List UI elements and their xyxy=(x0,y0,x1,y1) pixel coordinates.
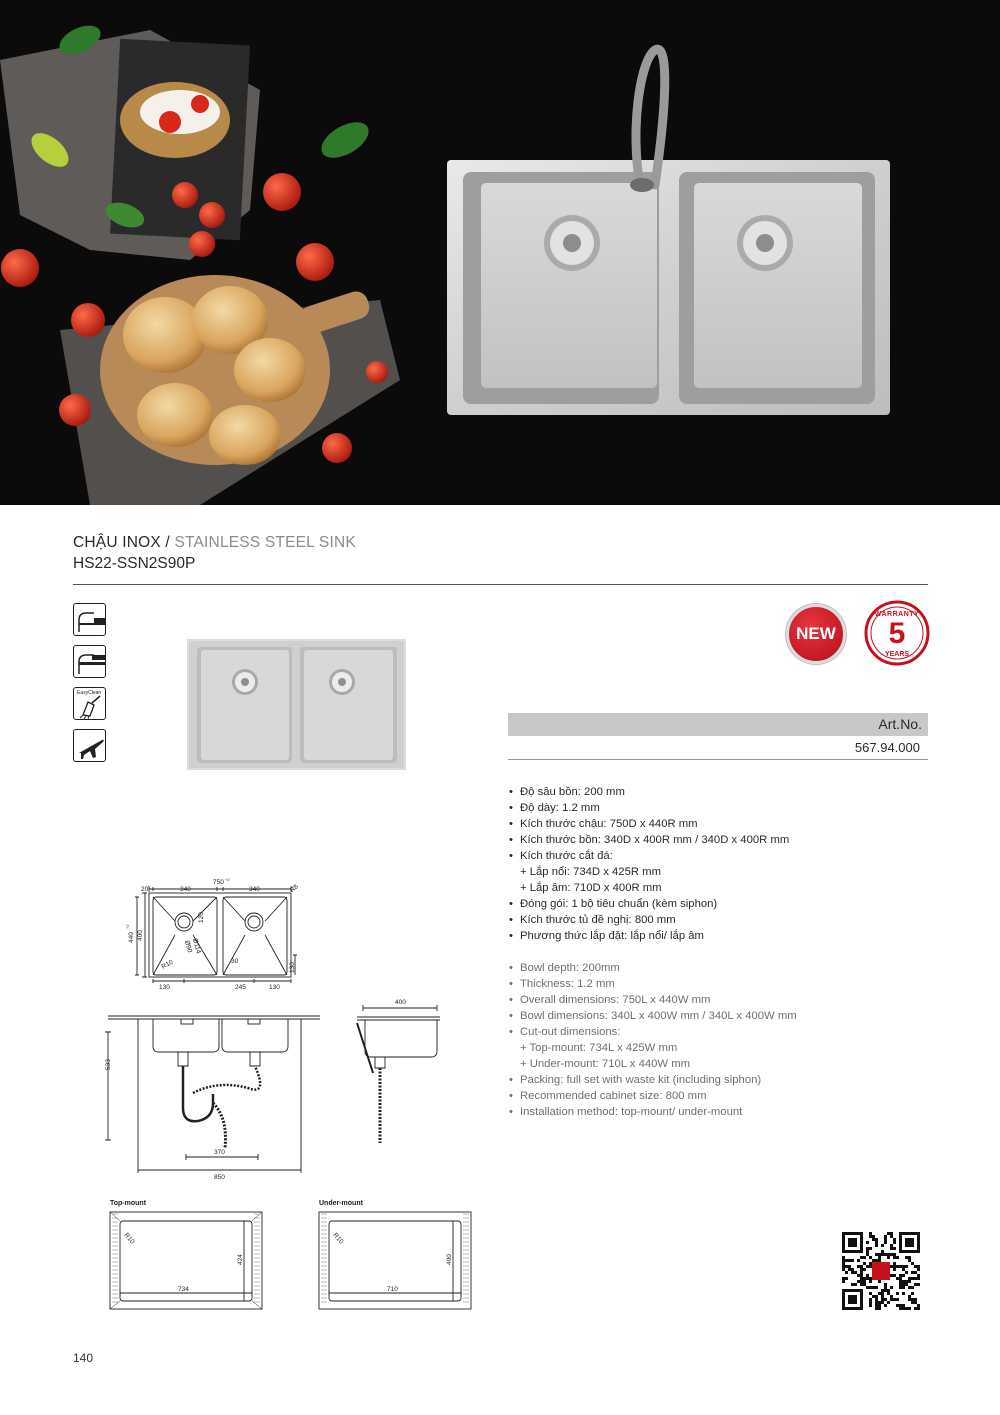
new-badge xyxy=(786,604,846,664)
dim-inner-30: 30 xyxy=(231,958,239,965)
title-vietnamese: CHẬU INOX / xyxy=(73,534,170,551)
dim-front-height: 533 xyxy=(105,1059,112,1070)
warranty-years-label: YEARS xyxy=(884,651,910,658)
spec-item: • Recommended cabinet size: 800 mm xyxy=(508,1088,928,1104)
article-number-value: 567.94.000 xyxy=(854,740,920,755)
spec-item: • Overall dimensions: 750L x 440W mm xyxy=(508,992,928,1008)
spec-item: • Bowl dimensions: 340L x 400W mm / 340L x 400W mm xyxy=(508,1008,928,1024)
qr-code[interactable] xyxy=(842,1232,920,1310)
spec-item: • Kích thước chậu: 750D x 440R mm xyxy=(508,816,928,832)
under-mount-width: 710 xyxy=(387,1286,398,1293)
dim-side-width: 400 xyxy=(395,999,406,1006)
article-number-header xyxy=(508,713,928,736)
warranty-badge xyxy=(864,600,930,666)
side-view-drawing xyxy=(345,993,445,1153)
top-mount-radius: R10 xyxy=(122,1231,136,1246)
spec-item: + Under-mount: 710L x 440W mm xyxy=(520,1058,691,1070)
dim-bottom-3: 130 xyxy=(269,984,280,991)
spec-item: • Kích thước bồn: 340D x 400R mm / 340D x 400R mm xyxy=(508,832,928,848)
warranty-years-number: 5 xyxy=(888,617,906,650)
dim-drain-diameter-114: Ø114 xyxy=(191,937,202,955)
page-number: 140 xyxy=(73,1351,94,1365)
spec-item: • Phương thức lắp đặt: lắp nổi/ lắp âm xyxy=(508,928,928,944)
dim-height: 440 xyxy=(128,932,135,943)
dim-height-tolerance: +2 xyxy=(125,924,130,929)
warranty-label: WARRANTY xyxy=(874,611,920,618)
under-mount-cutout-drawing xyxy=(315,1195,475,1315)
dim-overall-width: 750 xyxy=(213,879,224,886)
top-mount-cutout-drawing xyxy=(106,1195,266,1315)
disclaimer-english xyxy=(958,1304,1000,1315)
dim-bottom-1: 130 xyxy=(159,984,170,991)
top-mount-icon xyxy=(73,603,106,636)
under-mount-icon xyxy=(73,645,106,678)
dim-bowl-width-1: 340 xyxy=(180,886,191,893)
front-view-drawing xyxy=(98,1008,328,1180)
dim-bowl-height: 400 xyxy=(137,930,144,941)
spec-item: • Thickness: 1.2 mm xyxy=(508,976,928,992)
spec-item: • Kích thước cắt đá: xyxy=(508,848,928,864)
top-mount-height: 424 xyxy=(237,1254,244,1265)
model-number: HS22-SSN2S90P xyxy=(73,555,196,572)
dim-drain-offset: 120 xyxy=(198,912,205,923)
dim-bowl-width-2: 340 xyxy=(249,886,260,893)
under-mount-height: 400 xyxy=(446,1254,453,1265)
top-view-drawing xyxy=(125,875,315,995)
spec-item: • Packing: full set with waste kit (including siphon) xyxy=(508,1072,928,1088)
airplane-icon xyxy=(73,729,106,762)
article-number-heading: Art.No. xyxy=(878,716,922,732)
spec-item: + Top-mount: 734L x 425W mm xyxy=(520,1042,678,1054)
dim-left-margin: 20 xyxy=(141,886,149,893)
easy-clean-label: EasyClean xyxy=(77,690,102,696)
spec-item: • Cut-out dimensions: xyxy=(508,1024,928,1040)
spec-item: • Kích thước tủ đề nghị: 800 mm xyxy=(508,912,928,928)
spec-item: • Độ dày: 1.2 mm xyxy=(508,800,928,816)
hero-product-photo xyxy=(0,0,1000,505)
spec-item: + Lắp âm: 710D x 400R mm xyxy=(520,882,662,894)
header-divider xyxy=(73,584,928,585)
dim-bottom-2: 245 xyxy=(235,984,246,991)
spec-item: • Độ sâu bồn: 200 mm xyxy=(508,784,928,800)
specs-list-english xyxy=(508,960,928,1120)
dim-siphon-span: 370 xyxy=(214,1149,225,1156)
easy-clean-icon xyxy=(73,687,106,720)
top-mount-label: Top-mount xyxy=(110,1200,147,1207)
top-mount-width: 734 xyxy=(178,1286,189,1293)
disclaimer-note xyxy=(958,710,974,1315)
specs-list-vietnamese xyxy=(508,784,928,944)
page-title xyxy=(73,534,356,552)
dim-inner-radius: R10 xyxy=(160,958,175,971)
dim-drain-diameter-90: Ø90 xyxy=(183,939,194,954)
dim-cabinet-width: 850 xyxy=(214,1174,225,1180)
under-mount-radius: R10 xyxy=(331,1231,345,1246)
under-mount-label: Under-mount xyxy=(319,1200,363,1207)
title-english: STAINLESS STEEL SINK xyxy=(169,534,356,551)
dim-corner-radius: R8 xyxy=(288,883,300,894)
article-number-row xyxy=(508,738,928,760)
spec-item: • Installation method: top-mount/ under-mount xyxy=(508,1104,928,1120)
dim-right-height: 130 xyxy=(289,962,296,973)
product-top-view-image xyxy=(187,639,406,770)
spec-item: • Đóng gói: 1 bộ tiêu chuẩn (kèm siphon) xyxy=(508,896,928,912)
spec-item: + Lắp nổi: 734D x 425R mm xyxy=(520,866,661,878)
spec-item: • Bowl depth: 200mm xyxy=(508,960,928,976)
dim-overall-tolerance: +2 xyxy=(225,877,230,882)
new-badge-label: NEW xyxy=(796,624,836,643)
